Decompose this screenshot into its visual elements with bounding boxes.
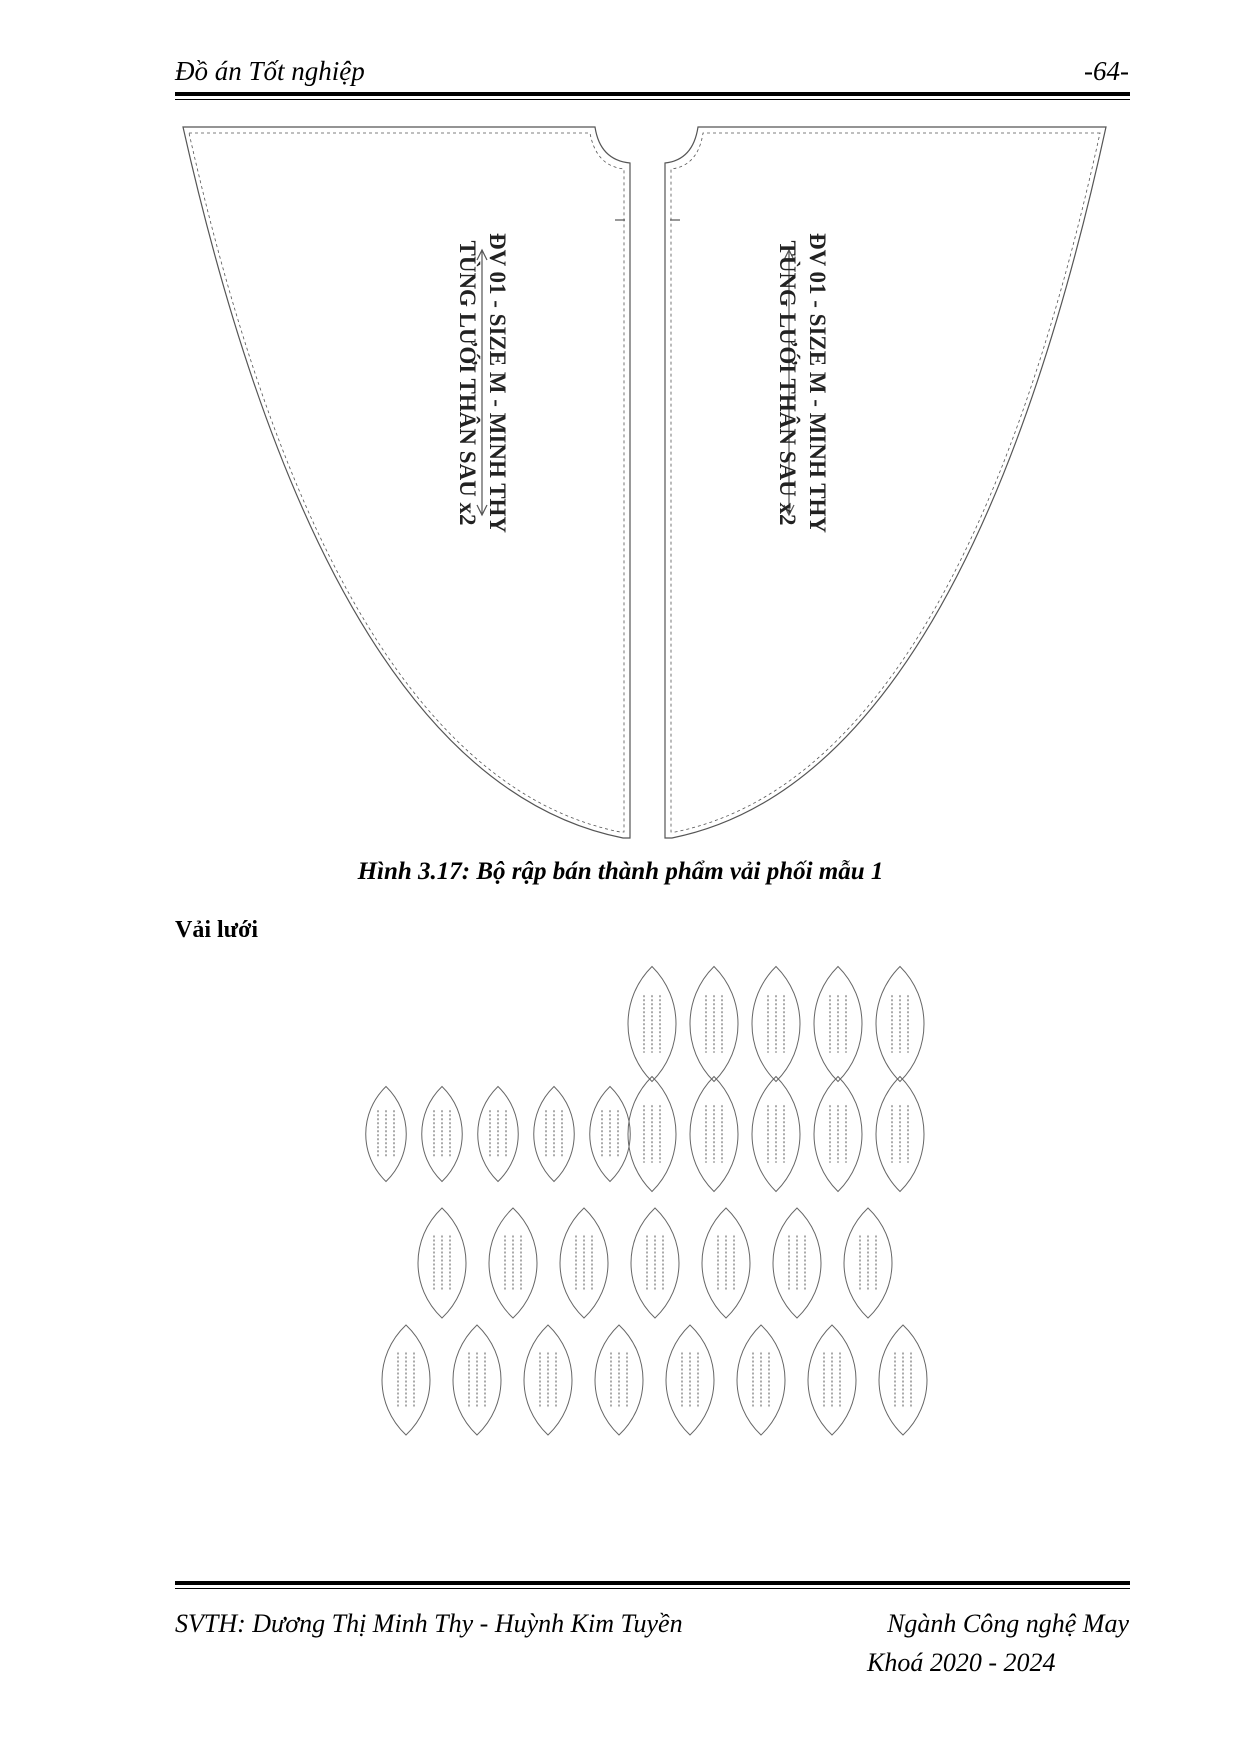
right-panel-label-1: ĐV 01 - SIZE M - MINH THY (805, 232, 830, 534)
petal-piece (808, 1325, 856, 1435)
footer-major: Ngành Công nghệ May (887, 1609, 1129, 1638)
right-back-panel (665, 127, 1106, 838)
petal-piece (382, 1325, 430, 1435)
footer-course: Khoá 2020 - 2024 (867, 1648, 1056, 1677)
footer-rule-thin (175, 1588, 1130, 1589)
footer-authors: SVTH: Dương Thị Minh Thy - Huỳnh Kim Tuyền (175, 1609, 683, 1638)
left-panel-label-2: TÙNG LƯỚI THÂN SAU x2 (455, 240, 480, 526)
petal-piece (366, 1087, 407, 1182)
petal-piece (534, 1087, 575, 1182)
footer-rule-thick (175, 1581, 1130, 1585)
left-back-panel (183, 127, 630, 838)
petal-piece (702, 1208, 750, 1318)
petal-piece (478, 1087, 519, 1182)
petal-piece (666, 1325, 714, 1435)
header-title: Đồ án Tốt nghiệp (175, 56, 365, 86)
petal-piece (879, 1325, 927, 1435)
petal-piece (773, 1208, 821, 1318)
petal-piece (560, 1208, 608, 1318)
petal-piece (595, 1325, 643, 1435)
petal-piece (489, 1208, 537, 1318)
petal-pieces-group (366, 967, 927, 1436)
petal-piece (631, 1208, 679, 1318)
petal-piece (737, 1325, 785, 1435)
petal-piece (524, 1325, 572, 1435)
petal-piece (422, 1087, 463, 1182)
petal-piece (453, 1325, 501, 1435)
figure-caption: Hình 3.17: Bộ rập bán thành phẩm vải phối mẫu 1 (357, 858, 884, 885)
petal-piece (590, 1087, 631, 1182)
petal-piece (844, 1208, 892, 1318)
right-panel-label-2: TÙNG LƯỚI THÂN SAU x2 (775, 240, 800, 526)
page-number: -64- (1084, 56, 1129, 86)
section-heading: Vải lưới (175, 917, 259, 943)
petal-piece (418, 1208, 466, 1318)
left-panel-label-1: ĐV 01 - SIZE M - MINH THY (485, 232, 510, 534)
